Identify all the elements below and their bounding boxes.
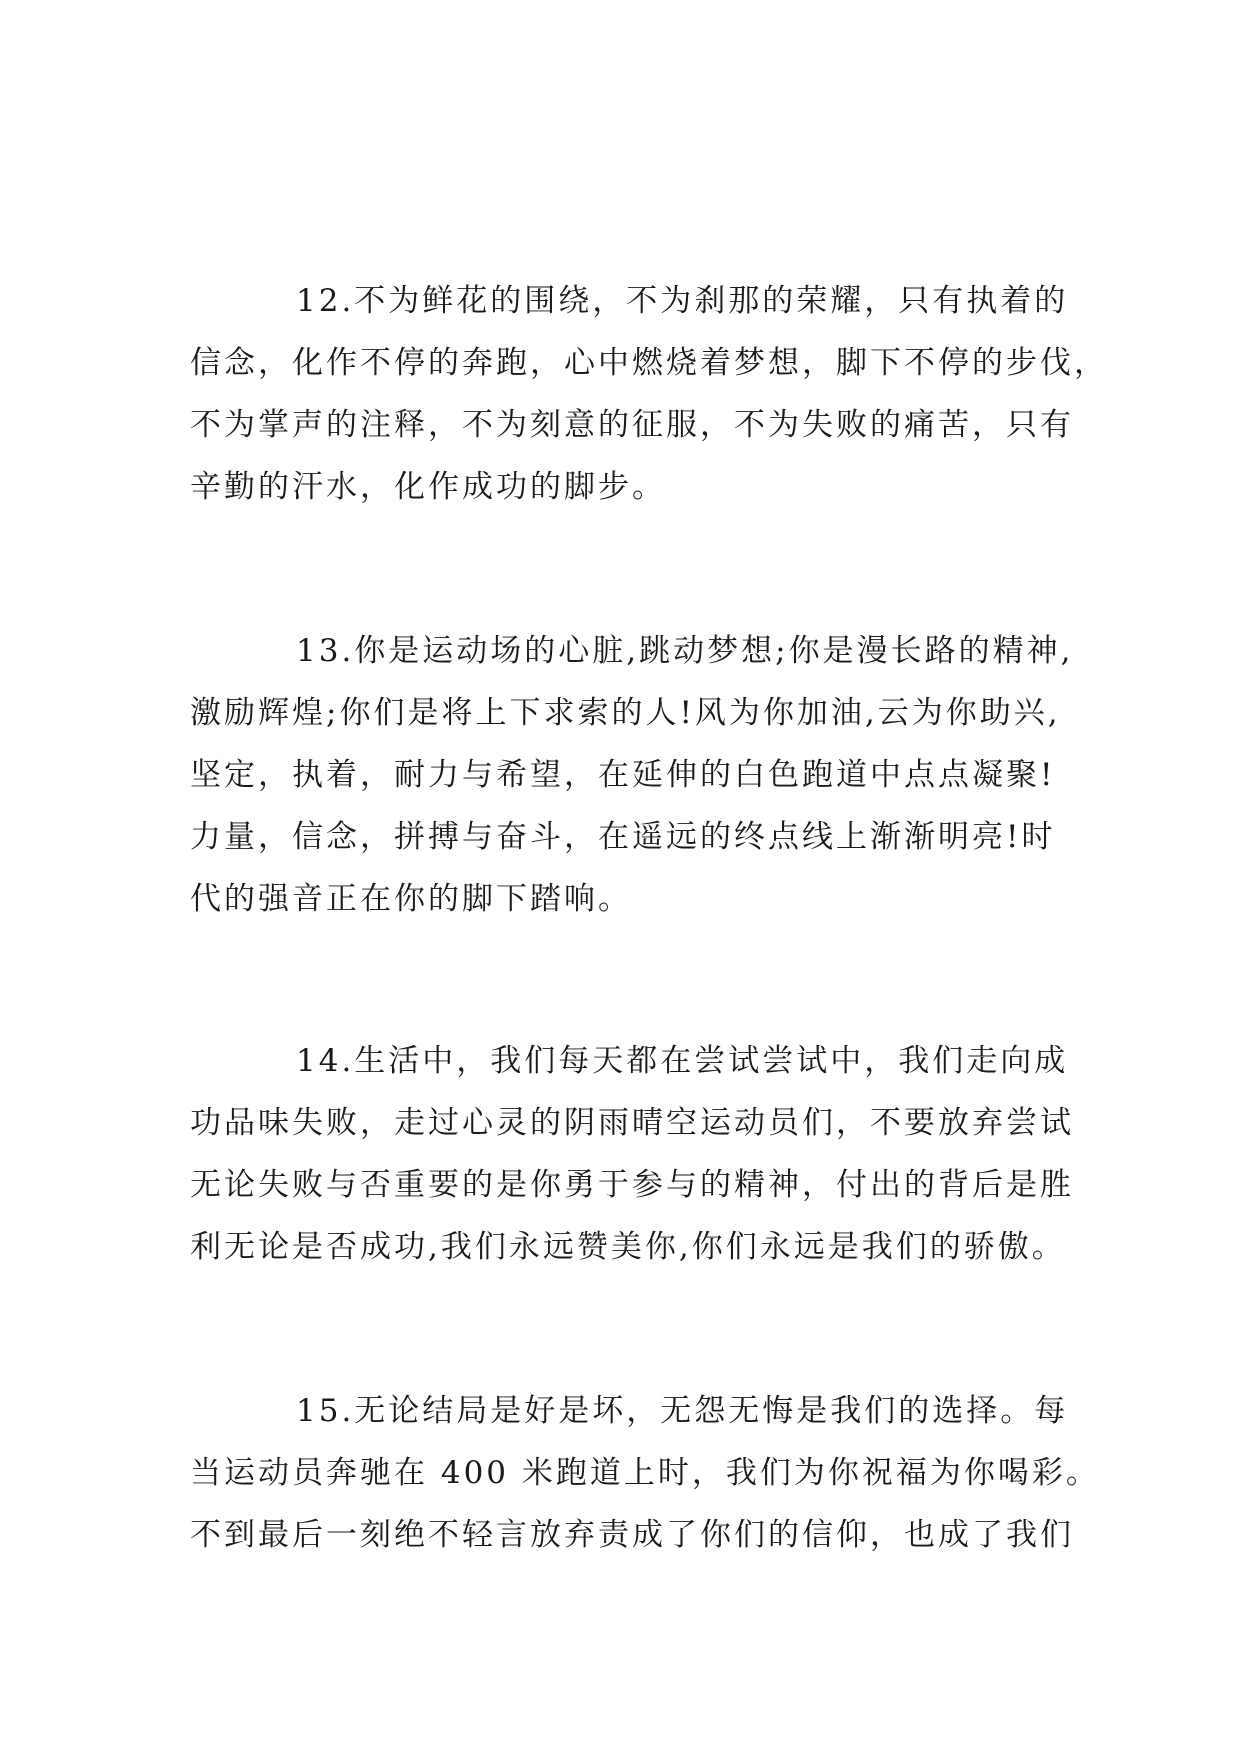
paragraph-line: 利无论是否成功,我们永远赞美你,你们永远是我们的骄傲。 [190, 1229, 1066, 1265]
paragraph-line: 无论失败与否重要的是你勇于参与的精神，付出的背后是胜 [190, 1167, 1074, 1203]
paragraph-13 [190, 620, 1074, 930]
paragraph-line: 13.你是运动场的心脏,跳动梦想;你是漫长路的精神, [296, 633, 1074, 669]
paragraph-line: 当运动员奔驰在 400 米跑道上时，我们为你祝福为你喝彩。 [190, 1455, 1100, 1491]
paragraph-line: 代的强音正在你的脚下踏响。 [190, 881, 632, 917]
paragraph-line: 辛勤的汗水，化作成功的脚步。 [190, 469, 666, 505]
paragraph-line: 不为掌声的注释，不为刻意的征服，不为失败的痛苦，只有 [190, 407, 1074, 443]
paragraph-line: 激励辉煌;你们是将上下求索的人!风为你加油,云为你助兴, [190, 695, 1061, 731]
paragraph-line: 功品味失败，走过心灵的阴雨晴空运动员们，不要放弃尝试 [190, 1105, 1074, 1141]
paragraph-line: 信念，化作不停的奔跑，心中燃烧着梦想，脚下不停的步伐， [190, 345, 1108, 381]
paragraph-line: 不到最后一刻绝不轻言放弃责成了你们的信仰，也成了我们 [190, 1517, 1074, 1553]
paragraph-15 [190, 1380, 1100, 1566]
paragraph-line: 力量，信念，拼搏与奋斗，在遥远的终点线上渐渐明亮!时 [190, 819, 1056, 855]
paragraph-line: 坚定，执着，耐力与希望，在延伸的白色跑道中点点凝聚! [190, 757, 1056, 793]
paragraph-12 [190, 270, 1108, 518]
paragraph-14 [190, 1030, 1074, 1278]
paragraph-line: 12.不为鲜花的围绕，不为刹那的荣耀，只有执着的 [296, 283, 1069, 319]
paragraph-line: 15.无论结局是好是坏，无怨无悔是我们的选择。每 [296, 1393, 1069, 1429]
paragraph-line: 14.生活中，我们每天都在尝试尝试中，我们走向成 [296, 1043, 1069, 1079]
